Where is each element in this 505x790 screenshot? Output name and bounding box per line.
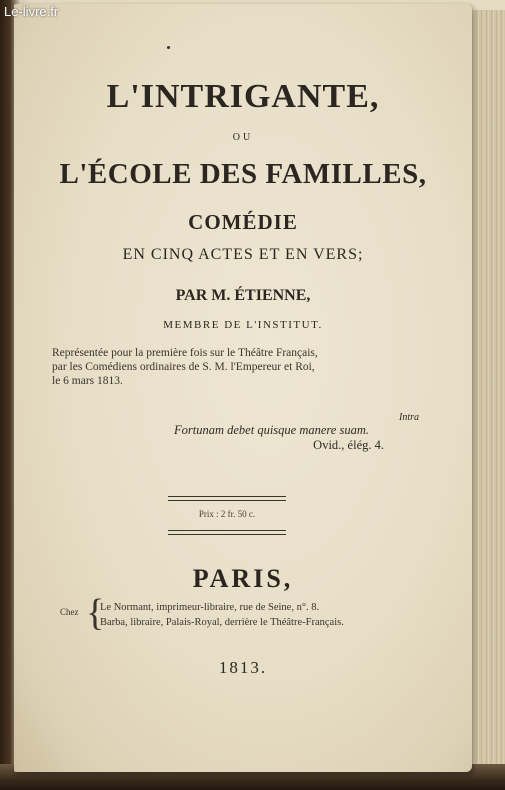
epigraph-intra: Intra (399, 412, 419, 423)
ornamental-rule (168, 530, 286, 535)
epigraph-source: Ovid., élég. 4. (313, 438, 384, 452)
ink-dot (167, 46, 170, 49)
publisher-list (100, 600, 344, 630)
publisher-line: Barba, libraire, Palais-Royal, derrière le Théâtre-Français. (100, 617, 344, 628)
ornamental-rule (168, 496, 286, 501)
performance-line: par les Comédiens ordinaires de S. M. l'Empereur et Roi, (52, 361, 315, 373)
publisher-line: Le Normant, imprimeur-libraire, rue de Seine, n°. 8. (100, 602, 320, 613)
author-title: MEMBRE DE L'INSTITUT. (163, 319, 323, 331)
form-description: EN CINQ ACTES ET EN VERS; (122, 246, 364, 263)
epigraph-quote: Fortunam debet quisque manere suam. (174, 423, 369, 437)
publication-year: 1813. (218, 658, 268, 677)
epigraph (174, 412, 444, 453)
watermark-logo: Le-livre.fr (4, 4, 59, 19)
play-subtitle: L'ÉCOLE DES FAMILLES, (59, 158, 427, 190)
genre: COMÉDIE (188, 210, 298, 234)
author: PAR M. ÉTIENNE, (175, 287, 311, 304)
performance-line: Représentée pour la première fois sur le Théâtre Français, (52, 347, 318, 359)
performance-line: le 6 mars 1813. (52, 375, 123, 387)
brace-glyph: { (86, 592, 105, 634)
performance-note (52, 346, 462, 388)
publication-city: PARIS, (192, 564, 294, 593)
price: Prix : 2 fr. 50 c. (198, 509, 256, 519)
chez-label: Chez (60, 607, 79, 617)
conjunction: OU (232, 132, 254, 143)
play-title: L'INTRIGANTE, (106, 78, 380, 115)
title-page (14, 4, 472, 772)
